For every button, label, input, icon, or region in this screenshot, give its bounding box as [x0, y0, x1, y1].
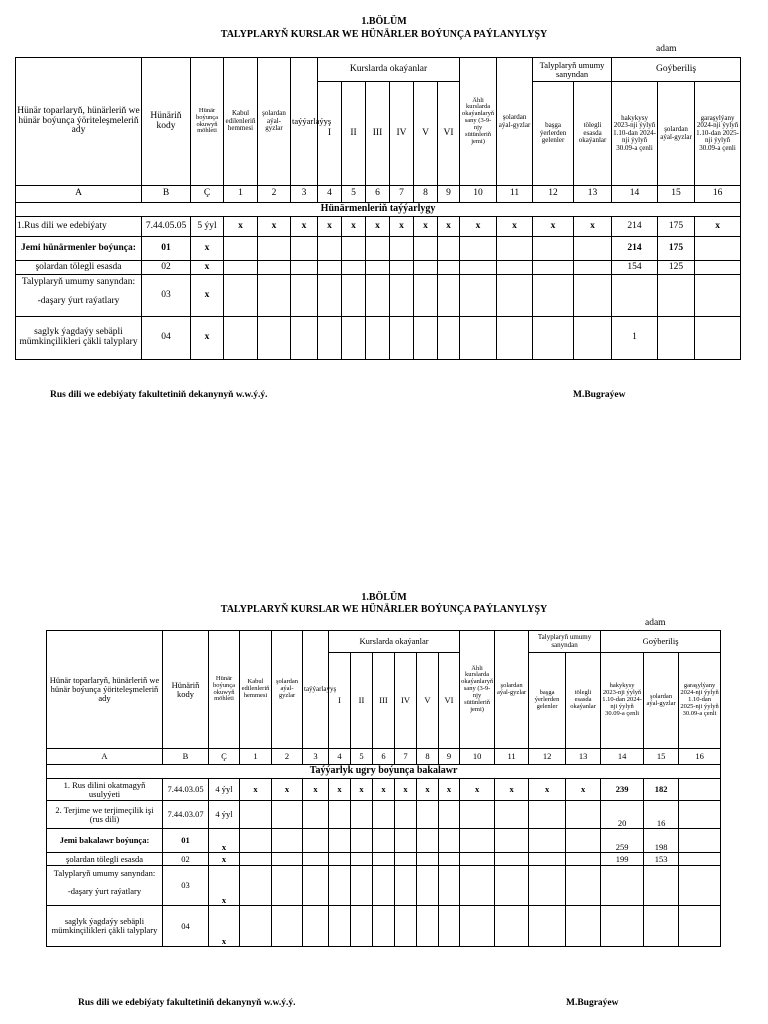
- letter-cell: Ç: [191, 186, 224, 203]
- table-row: [47, 866, 721, 906]
- letter-cell: B: [163, 749, 209, 765]
- letters-row: [47, 749, 721, 765]
- col-course-v: V: [414, 82, 438, 186]
- x-mark: x: [329, 779, 351, 801]
- row-name: Talyplaryň umumy sanyndan:: [53, 868, 156, 878]
- col-code-header: Hünäriň kody: [163, 631, 209, 749]
- x-mark: x: [258, 217, 291, 237]
- col-course-i: I: [318, 82, 342, 186]
- row-name: 1. Rus dilini okatmagyň usulyýeti: [47, 779, 163, 801]
- table-row: [16, 317, 741, 360]
- col-course-iii: III: [366, 82, 390, 186]
- row-c14: 154: [612, 261, 658, 275]
- section-title-row: Hünärmenleriň taýýarlygy: [16, 203, 741, 217]
- row-name: 1.Rus dili we edebiýaty: [16, 217, 142, 237]
- row-code: 04: [163, 906, 209, 947]
- x-mark: x: [351, 779, 373, 801]
- col-actual-header: hakykysy 2023-nji ýylyň 1.10-dan 2024-nji ýylyň 30.09-a çenli: [612, 82, 658, 186]
- col-course-vi: VI: [439, 653, 460, 749]
- col-courses-header: Kurslarda okaýanlar: [329, 631, 460, 653]
- row-code: 7.44.05.05: [142, 217, 191, 237]
- table-row: [16, 261, 741, 275]
- letter-cell: 11: [497, 186, 533, 203]
- row-c14: 1: [612, 317, 658, 360]
- row-c15: 175: [658, 217, 695, 237]
- x-mark: x: [438, 217, 460, 237]
- col-women-header: şolardan aýal-gyzlar: [258, 58, 291, 186]
- letter-cell: 8: [417, 749, 439, 765]
- letter-cell: A: [16, 186, 142, 203]
- row-code: 04: [142, 317, 191, 360]
- unit-label: adam: [656, 44, 677, 54]
- x-mark: x: [366, 217, 390, 237]
- table-row: [16, 275, 741, 317]
- col-women-header: şolardan aýal-gyzlar: [272, 631, 303, 749]
- section-number: 1.BÖLÜM: [361, 592, 407, 603]
- letter-cell: 16: [695, 186, 741, 203]
- row-subname: -daşary ýurt raýatlary: [37, 295, 120, 306]
- row-c14: 239: [601, 779, 644, 801]
- x-mark: x: [695, 217, 741, 237]
- x-mark: x: [209, 829, 240, 853]
- row-c14: 20: [601, 801, 644, 829]
- row-c15: 198: [644, 829, 679, 853]
- col-transfer-header: Goýberiliş: [601, 631, 721, 653]
- letter-cell: 5: [342, 186, 366, 203]
- col-all-courses-header: Ähli kurslarda okaýanlaryň sany (3-9-njy sütünleriň jemi): [460, 631, 495, 749]
- col-prep-header: taýýarlaýyş: [303, 631, 329, 749]
- x-mark: x: [191, 237, 224, 261]
- x-mark: x: [460, 217, 497, 237]
- letter-cell: 1: [224, 186, 258, 203]
- row-subname: -daşary ýurt raýatlary: [67, 885, 142, 896]
- letter-cell: Ç: [209, 749, 240, 765]
- col-expected-header: garaşylýany 2024-nji ýylyň 1.10-dan 2025-nji ýylyň 30.09-a çenli: [679, 653, 721, 749]
- letter-cell: 10: [460, 749, 495, 765]
- signature-name: M.Bugraýew: [566, 998, 619, 1008]
- letter-cell: 5: [351, 749, 373, 765]
- row-c14: 259: [601, 829, 644, 853]
- letter-cell: 6: [373, 749, 395, 765]
- letter-cell: 2: [258, 186, 291, 203]
- x-mark: x: [342, 217, 366, 237]
- row-name: şolardan tölegli esasda: [47, 853, 163, 866]
- col-from-other-header: başga ýerlerden gelenler: [533, 82, 574, 186]
- col-paid-header: tölegli esasda okaýanlar: [574, 82, 612, 186]
- col-course-i: I: [329, 653, 351, 749]
- letter-cell: A: [47, 749, 163, 765]
- row-c15: 125: [658, 261, 695, 275]
- signature-name: M.Bugraýew: [573, 390, 626, 400]
- x-mark: x: [460, 779, 495, 801]
- col-from-other-header: başga ýerlerden gelenler: [529, 653, 566, 749]
- col-expected-header: garaşylýany 2024-nji ýylyň 1.10-dan 2025-nji ýylyň 30.09-a çenli: [695, 82, 741, 186]
- col-women2-header: şolardan aýal-gyzlar: [495, 631, 529, 749]
- letter-cell: 15: [658, 186, 695, 203]
- x-mark: x: [318, 217, 342, 237]
- row-code: 03: [142, 275, 191, 317]
- letter-cell: 16: [679, 749, 721, 765]
- row-duration: 5 ýyl: [191, 217, 224, 237]
- row-name: saglyk ýagdaýy sebäpli mümkinçilikleri çäkli talyplary: [47, 906, 163, 947]
- row-code: 03: [163, 866, 209, 906]
- x-mark: x: [191, 275, 224, 317]
- col-actual-header: hakykysy 2023-nji ýylyň 1.10-dan 2024-nji ýylyň 30.09-a çenli: [601, 653, 644, 749]
- x-mark: x: [417, 779, 439, 801]
- col-total-students-header: Talyplaryň umumy sanyndan: [533, 58, 612, 82]
- col-admitted-header: Kabul edilenleriň hemmesi: [224, 58, 258, 186]
- col-name-header: Hünär toparlaryň, hünärleriň we hünär boýunça ýöriteleşmeleriň ady: [16, 58, 142, 186]
- col-course-v: V: [417, 653, 439, 749]
- col-course-iii: III: [373, 653, 395, 749]
- table-row: [16, 237, 741, 261]
- letter-cell: 6: [366, 186, 390, 203]
- col-women3-header: şolardan aýal-gyzlar: [658, 82, 695, 186]
- x-mark: x: [291, 217, 318, 237]
- table-row: [47, 829, 721, 853]
- row-code: 7.44.03.07: [163, 801, 209, 829]
- row-c15: 182: [644, 779, 679, 801]
- row-duration: 4 ýyl: [209, 779, 240, 801]
- letter-cell: 14: [601, 749, 644, 765]
- page-title: TALYPLARYŇ KURSLAR WE HÜNÄRLER BOÝUNÇA PAÝLANYLYŞY: [220, 604, 548, 615]
- row-name: saglyk ýagdaýy sebäpli mümkinçilikleri çäkli talyplary: [16, 317, 142, 360]
- row-name: 2. Terjime we terjimeçilik işi (rus dili): [47, 801, 163, 829]
- letter-cell: 7: [395, 749, 417, 765]
- letter-cell: 7: [390, 186, 414, 203]
- x-mark: x: [497, 217, 533, 237]
- x-mark: x: [272, 779, 303, 801]
- x-mark: x: [439, 779, 460, 801]
- row-name: şolardan tölegli esasda: [16, 261, 142, 275]
- signature-role: Rus dili we edebiýaty fakultetiniň dekanynyň w.w.ý.ý.: [78, 998, 296, 1008]
- x-mark: x: [373, 779, 395, 801]
- x-mark: x: [209, 906, 240, 947]
- col-total-students-header: Talyplaryň umumy sanyndan: [529, 631, 601, 653]
- x-mark: x: [390, 217, 414, 237]
- row-name: Talyplaryň umumy sanyndan:: [21, 277, 136, 287]
- col-duration-header: Hünär boýunça okuwyň möhleti: [191, 58, 224, 186]
- letter-cell: 4: [318, 186, 342, 203]
- col-course-iv: IV: [395, 653, 417, 749]
- row-duration: 4 ýyl: [209, 801, 240, 829]
- table-row: [47, 801, 721, 829]
- row-c14: 199: [601, 853, 644, 866]
- x-mark: x: [209, 866, 240, 906]
- col-course-ii: II: [351, 653, 373, 749]
- section-title-row: Taýýarlyk ugry boýunça bakalawr: [47, 765, 721, 779]
- letter-cell: 12: [529, 749, 566, 765]
- row-code: 01: [163, 829, 209, 853]
- row-c14: 214: [612, 237, 658, 261]
- letter-cell: 10: [460, 186, 497, 203]
- col-women3-header: şolardan aýal-gyzlar: [644, 653, 679, 749]
- col-duration-header: Hünär boýunça okuwyň möhleti: [209, 631, 240, 749]
- col-code-header: Hünäriň kody: [142, 58, 191, 186]
- col-course-ii: II: [342, 82, 366, 186]
- row-code: 7.44.03.05: [163, 779, 209, 801]
- col-admitted-header: Kabul edilenleriň hemmesi: [240, 631, 272, 749]
- x-mark: x: [240, 779, 272, 801]
- x-mark: x: [224, 217, 258, 237]
- table-row: [16, 217, 741, 237]
- x-mark: x: [529, 779, 566, 801]
- distribution-table-1: [15, 57, 741, 360]
- x-mark: x: [191, 261, 224, 275]
- table-row: [47, 853, 721, 866]
- letter-cell: B: [142, 186, 191, 203]
- col-all-courses-header: Ähli kurslarda okaýanlaryň sany (3-9-njy sütünleriň jemi): [460, 58, 497, 186]
- col-course-iv: IV: [390, 82, 414, 186]
- unit-label: adam: [645, 618, 666, 628]
- row-name: Jemi hünärmenler boýunça:: [16, 237, 142, 261]
- row-c15: 153: [644, 853, 679, 866]
- letter-cell: 14: [612, 186, 658, 203]
- row-c15: 16: [644, 801, 679, 829]
- x-mark: x: [191, 317, 224, 360]
- letter-cell: 8: [414, 186, 438, 203]
- x-mark: x: [303, 779, 329, 801]
- letter-cell: 9: [439, 749, 460, 765]
- col-paid-header: tölegli esasda okaýanlar: [566, 653, 601, 749]
- col-name-header: Hünär toparlaryň, hünärleriň we hünär boýunça ýöriteleşmeleriň ady: [47, 631, 163, 749]
- col-prep-header: taýýarlaýyş: [291, 58, 318, 186]
- letter-cell: 13: [574, 186, 612, 203]
- letter-cell: 13: [566, 749, 601, 765]
- row-name: Jemi bakalawr boýunça:: [47, 829, 163, 853]
- letter-cell: 4: [329, 749, 351, 765]
- letter-cell: 11: [495, 749, 529, 765]
- x-mark: x: [533, 217, 574, 237]
- x-mark: x: [395, 779, 417, 801]
- row-c14: 214: [612, 217, 658, 237]
- distribution-table-2: [46, 630, 721, 947]
- letter-cell: 12: [533, 186, 574, 203]
- x-mark: x: [209, 853, 240, 866]
- letter-cell: 3: [291, 186, 318, 203]
- row-c15: 175: [658, 237, 695, 261]
- section-number: 1.BÖLÜM: [361, 16, 407, 27]
- letter-cell: 15: [644, 749, 679, 765]
- row-code: 01: [142, 237, 191, 261]
- letter-cell: 9: [438, 186, 460, 203]
- letters-row: [16, 186, 741, 203]
- page-title: TALYPLARYŇ KURSLAR WE HÜNÄRLER BOÝUNÇA PAÝLANYLYŞY: [220, 29, 548, 40]
- x-mark: x: [574, 217, 612, 237]
- x-mark: x: [566, 779, 601, 801]
- x-mark: x: [414, 217, 438, 237]
- letter-cell: 1: [240, 749, 272, 765]
- col-women2-header: şolardan aýal-gyzlar: [497, 58, 533, 186]
- col-course-vi: VI: [438, 82, 460, 186]
- table-row: [47, 906, 721, 947]
- row-code: 02: [142, 261, 191, 275]
- table-row: [47, 779, 721, 801]
- col-courses-header: Kurslarda okaýanlar: [318, 58, 460, 82]
- x-mark: x: [495, 779, 529, 801]
- col-transfer-header: Goýberiliş: [612, 58, 741, 82]
- signature-role: Rus dili we edebiýaty fakultetiniň dekanynyň w.w.ý.ý.: [50, 390, 268, 400]
- row-code: 02: [163, 853, 209, 866]
- letter-cell: 2: [272, 749, 303, 765]
- letter-cell: 3: [303, 749, 329, 765]
